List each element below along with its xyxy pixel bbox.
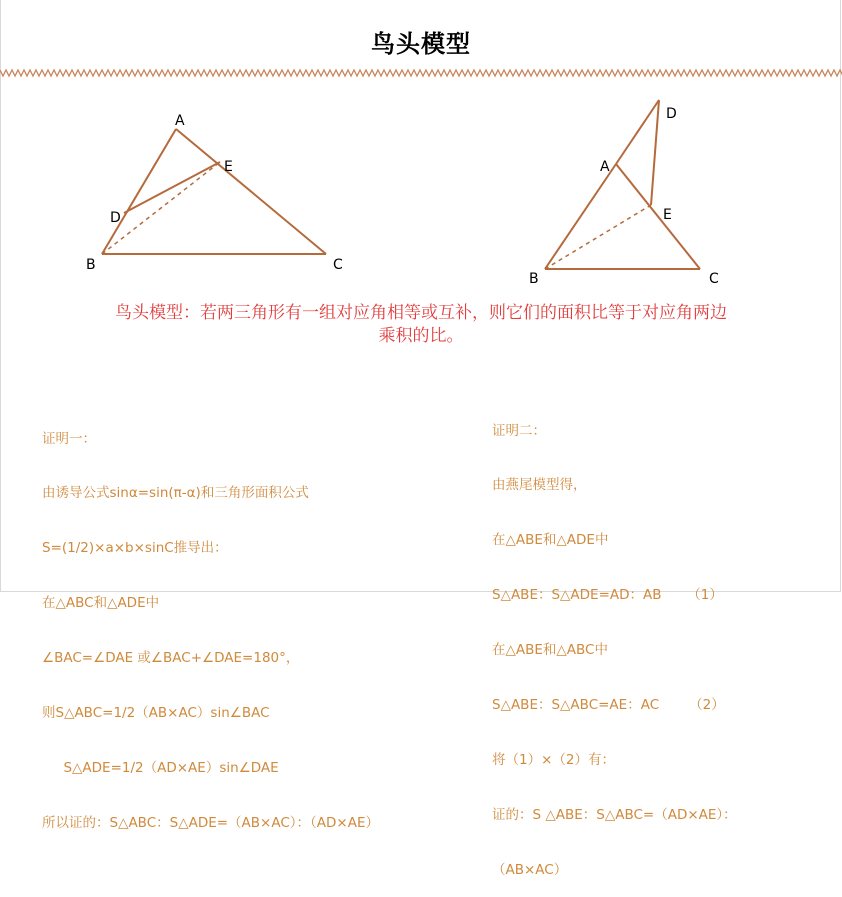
side-ac	[616, 164, 700, 269]
proof-one-line: 证明一：	[42, 430, 96, 447]
vertex-label-b: B	[529, 271, 539, 287]
side-ab	[545, 164, 616, 269]
proof-two-line: 在△ABE和△ABC中	[492, 642, 608, 659]
proof-two-line: 证的：S △ABE：S△ABC=（AD×AE）：	[492, 806, 737, 823]
proof-one-line: S=(1/2)×a×b×sinC推导出：	[42, 540, 228, 557]
proof-one-line: S△ADE=1/2（AD×AE）sin∠DAE	[42, 759, 279, 776]
vertex-label-a: A	[175, 113, 185, 129]
statement-line-1: 鸟头模型：若两三角形有一组对应角相等或互补，则它们的面积比等于对应角两边	[115, 303, 727, 323]
proof-one-line: 所以证的：S△ABC：S△ADE=（AB×AC）：（AD×AE）	[42, 814, 379, 831]
proof-one-line: 在△ABC和△ADE中	[42, 595, 160, 612]
proof-two-line: 在△ABE和△ADE中	[492, 532, 609, 549]
proof-one	[42, 393, 379, 850]
vertex-label-e: E	[224, 159, 233, 175]
proof-two-line: 将（1）×（2）有：	[492, 751, 615, 768]
dashed-be	[545, 205, 651, 269]
proof-two-line: S△ABE：S△ADE=AD：AB （1）	[492, 587, 723, 604]
proof-two	[492, 385, 737, 897]
vertex-label-c: C	[709, 271, 719, 287]
proof-one-line: ∠BAC=∠DAE 或∠BAC+∠DAE=180°，	[42, 650, 300, 667]
vertex-label-e: E	[663, 207, 672, 223]
vertex-label-d: D	[666, 106, 677, 122]
segment-de	[651, 100, 659, 205]
extension-ad	[616, 100, 659, 164]
proof-two-line: S△ABE：S△ABC=AE：AC （2）	[492, 697, 725, 714]
proof-two-line: （AB×AC）	[492, 861, 568, 878]
model-statement	[30, 302, 812, 348]
proof-one-line: 则S△ABC=1/2（AB×AC）sin∠BAC	[42, 705, 270, 722]
proof-two-line: 证明二：	[492, 422, 546, 439]
proof-one-line: 由诱导公式sinα=sin(π-α)和三角形面积公式	[42, 485, 309, 502]
vertex-label-a: A	[600, 159, 610, 175]
vertex-label-c: C	[333, 257, 343, 273]
vertex-label-d: D	[110, 210, 121, 226]
vertex-label-b: B	[86, 257, 96, 273]
statement-line-2: 乘积的比。	[378, 326, 464, 346]
proof-two-line: 由燕尾模型得，	[492, 477, 587, 494]
page-title: 鸟头模型	[371, 30, 471, 58]
